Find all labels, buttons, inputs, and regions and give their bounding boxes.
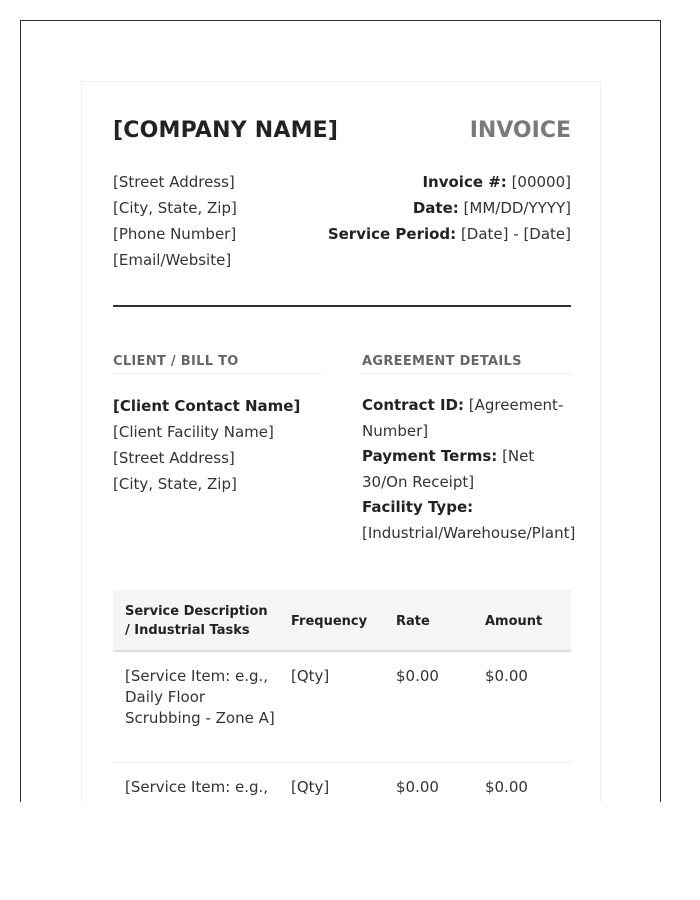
header-divider — [113, 305, 571, 307]
contract-id-label: Contract ID: — [362, 396, 464, 414]
invoice-meta — [328, 169, 571, 247]
row-amount: $0.00 — [485, 667, 528, 685]
company-street: [Street Address] — [113, 173, 235, 191]
row-description: [Service Item: e.g., Daily Floor Scrubbing - Zone A] — [125, 667, 275, 727]
service-period-value: [Date] - [Date] — [460, 225, 571, 243]
invoice-number-value: [00000] — [511, 173, 571, 191]
row-frequency: [Qty] — [291, 667, 330, 685]
contract-id — [362, 393, 574, 444]
client-city: [City, State, Zip] — [113, 475, 237, 493]
table-row — [113, 652, 571, 763]
company-email: [Email/Website] — [113, 251, 232, 269]
invoice-date — [328, 195, 571, 221]
services-table — [113, 590, 571, 802]
row-frequency: [Qty] — [291, 778, 330, 796]
payment-terms-label: Payment Terms: — [362, 447, 498, 465]
header-rate: Rate — [396, 614, 430, 629]
service-period-label: Service Period: — [327, 225, 457, 243]
agreement-section-heading: AGREEMENT DETAILS — [362, 354, 571, 374]
header-amount: Amount — [485, 614, 543, 629]
client-section-heading: CLIENT / BILL TO — [113, 354, 322, 374]
row-description: [Service Item: e.g., — [125, 778, 269, 796]
client-contact-name: [Client Contact Name] — [113, 397, 301, 415]
agreement-details — [362, 393, 574, 546]
client-street: [Street Address] — [113, 449, 235, 467]
contract-id-value: [Agreement-Number] — [362, 396, 564, 440]
document-viewport[interactable] — [20, 20, 661, 802]
table-header-row — [113, 590, 571, 652]
invoice-sheet — [81, 81, 601, 802]
header-description: Service Description / Industrial Tasks — [125, 604, 268, 638]
row-rate: $0.00 — [396, 778, 439, 796]
table-row — [113, 763, 571, 802]
invoice-date-label: Date: — [412, 199, 459, 217]
service-period — [328, 221, 571, 247]
company-phone: [Phone Number] — [113, 225, 237, 243]
company-address — [113, 169, 237, 273]
invoice-date-value: [MM/DD/YYYY] — [463, 199, 571, 217]
invoice-number-label: Invoice #: — [422, 173, 507, 191]
client-facility-name: [Client Facility Name] — [113, 423, 274, 441]
invoice-number — [328, 169, 571, 195]
row-amount: $0.00 — [485, 778, 528, 796]
client-details — [113, 393, 322, 497]
invoice-title: INVOICE — [469, 118, 571, 143]
company-city: [City, State, Zip] — [113, 199, 237, 217]
header-frequency: Frequency — [291, 614, 368, 629]
facility-type-label: Facility Type: — [362, 498, 474, 516]
payment-terms — [362, 444, 574, 495]
company-name: [COMPANY NAME] — [113, 118, 339, 143]
payment-terms-value: [Net 30/On Receipt] — [362, 447, 535, 491]
facility-type-value: [Industrial/Warehouse/Plant] — [362, 523, 576, 542]
facility-type — [362, 495, 574, 546]
row-rate: $0.00 — [396, 667, 439, 685]
